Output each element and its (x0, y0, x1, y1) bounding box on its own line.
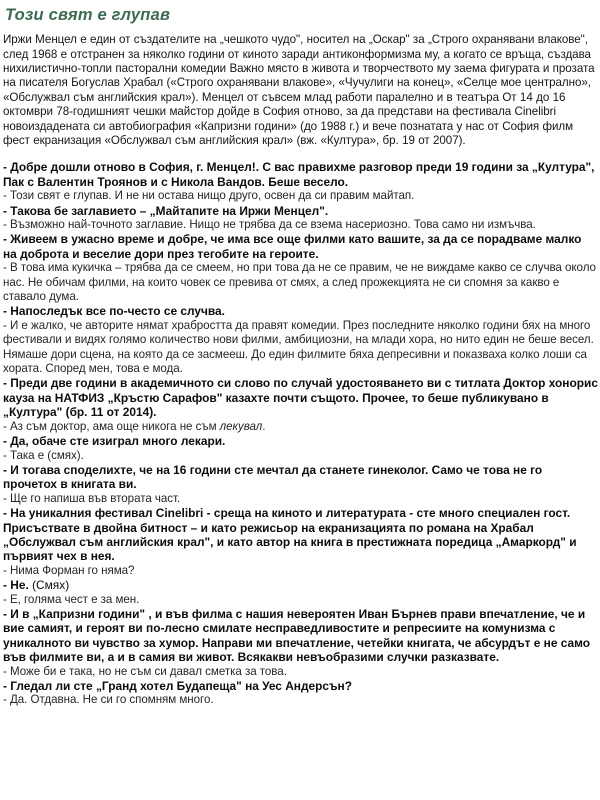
dialogue-answer-line: - Може би е така, но не съм си давал сметка за това. (3, 664, 287, 678)
dialogue-question-line: - Напоследък все по-често се случва. (3, 304, 225, 319)
dialogue-question-line: - Живеем в ужасно време и добре, че има все още филми като вашите, за да се порадваме малко на доброта и веселие дори през тегобите на героите. (3, 232, 582, 261)
dialogue-answer-line: - Да. Отдавна. Не си го спомням много. (3, 693, 214, 707)
dialogue-answer-line: - Така е (смях). (3, 448, 84, 462)
dialogue-answer-line: - Нима Форман го няма? (3, 563, 135, 577)
interview-dialogue (3, 160, 598, 707)
dialogue-question-line: - Добре дошли отново в София, г. Менцел!. С вас правихме разговор преди 19 години за „Култура", Пак с Валентин Троянов и с Никола Вандов. Беше весело. (3, 160, 595, 189)
dialogue-answer-line: - Възможно най-точното заглавие. Нищо не трябва да се взема насериозно. Това само ни измъчва. (3, 218, 536, 232)
dialogue-answer-line: - И е жалко, че авторите нямат храбростта да правят комедии. През последните няколко години бях на много фестивали и видях голямо количество нови филми, амбициозни, на млади хора, но нито един не беше весел. Нямаше дори сцена, на която да се засмееш. До един филмите бяха депресивни и показваха колко лоши са хората. Според мен, това е мода. (3, 318, 594, 376)
line-bold-segment: - Не. (3, 578, 29, 593)
dialogue-question-line: - На уникалния фестивал Cinelibri - среща на киното и литературата - сте много специален гост. Присъствате в двойна битност – и като режисьор на екранизацията по романа на Храбал „Обслужвал съм английския крал", и като автор на книга в престижната поредица „Амаркорд" и първият чех в нея. (3, 506, 577, 564)
dialogue-question-line: - Преди две години в академичното си слово по случай удостояването ви с титлата Доктор хонорис кауза на НАТФИЗ „Кръстю Сарафов" казахте почти същото. Прочее, то беше публикувано в „Култура" (бр. 11 от 2014). (3, 376, 598, 420)
emphasized-word: лекувал (219, 419, 263, 433)
dialogue-answer-line: - Е, голяма чест е за мен. (3, 592, 140, 606)
line-text-after-emphasis: . (262, 419, 266, 433)
dialogue-question-line: - Такова бе заглавието – „Майтапите на Иржи Менцел". (3, 203, 329, 218)
dialogue-answer-line: - В това има кукичка – трябва да се смеем, но при това да не се правим, че не виждаме какво се случва около нас. Не обичам филми, на които човек се превива от смях, а след прожекцията не си спомня за какво е ставало дума. (3, 261, 596, 304)
dialogue-answer-line (3, 420, 598, 434)
intro-paragraph: Иржи Менцел е един от създателите на „чешкото чудо", носител на „Оскар" за „Строго охранявани влакове", след 1968 е отстранен за няколко години от киното заради антиконформизма му, а когато се връща, създава нихилистично-топли пасторални комедии Важно място в живота и творчеството му заема фигурата и прозата на писателя Богуслав Храбал («Строго охранявани влакове», «Чучулиги на конец», «Селце мое централно», «Обслужвал съм английския крал»). Менцел от съвсем млад работи паралелно и в театъра От 14 до 16 октомври 78-годишният чешки майстор дойде в София отново, за да представи на фестивала Cinelibri новоиздадената си автобиография «Капризни години» (до 1988 г.) и вече познатата у нас от София филм фест екранизация «Обслужвал съм английския крал» (вж. «Култура», бр. 19 от 2007). (3, 33, 595, 147)
dialogue-question-line: - И тогава споделихте, че на 16 години сте мечтал да станете гинеколог. Само че това не го прочетох в книгата ви. (3, 462, 543, 492)
dialogue-question-line: - Да, обаче сте изиграл много лекари. (3, 434, 226, 449)
dialogue-question-line (3, 578, 598, 592)
line-text-before-emphasis: - Аз съм доктор, ама още никога не съм (3, 419, 220, 433)
dialogue-question-line: - И в „Капризни години" , и във филма с нашия невероятен Иван Бърнев прави впечатление, че и вие самият, и героят ви по-лесно смилате несправедливостите и репресиите на комунизма с уникалното ви чувство за хумор. Направи ми впечатление, четейки книгата, че абсурдът е не само във филмите ви, а и в самия ви живот. Всякакви невъобразими случки разказвате. (3, 606, 591, 665)
dialogue-answer-line: - Този свят е глупав. И не ни остава нищо друго, освен да си правим майтап. (3, 189, 415, 203)
dialogue-answer-line: - Ще го напиша във втората част. (3, 491, 181, 505)
line-regular-segment: (Смях) (28, 578, 70, 593)
page-title: Този свят е глупав (5, 6, 171, 24)
dialogue-question-line: - Гледал ли сте „Гранд хотел Будапеща" на Уес Андерсън? (3, 679, 352, 694)
